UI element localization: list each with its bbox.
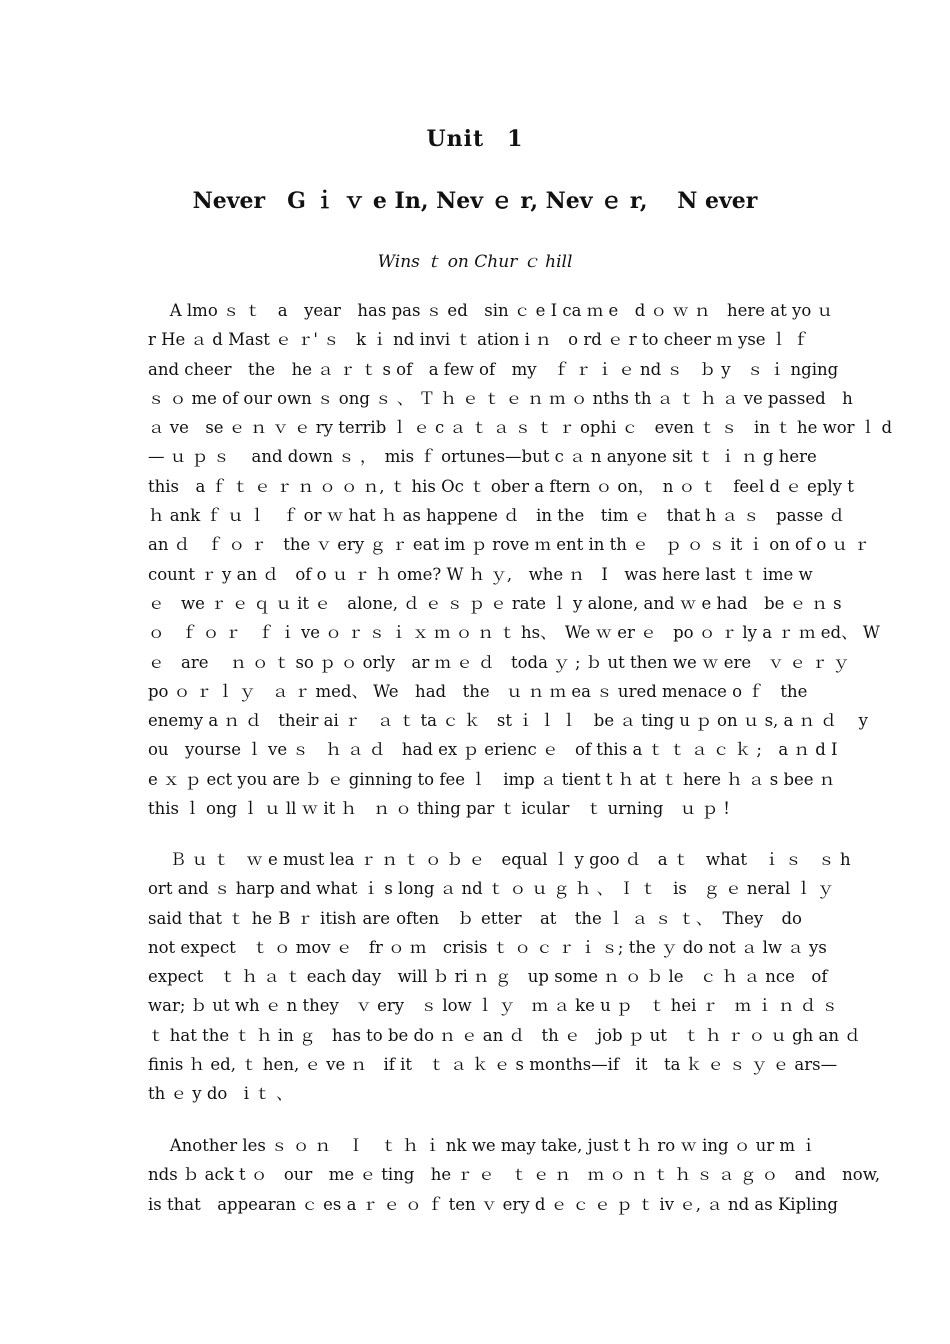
paragraph-3 xyxy=(148,1131,881,1219)
paragraph-line: this a ｆ ｔ ｅ ｒ ｎ ｏ ｏ ｎ, ｔ his Oc ｔ ober a ftern ｏ on， n ｏ ｔ feel d ｅ eply t xyxy=(148,476,854,496)
paragraph-line: ｓ ｏ me of our own ｓ ong ｓ 、 Ｔ ｈ ｅ ｔ ｅ ｎ ｍ ｏ nths th ａ ｔ ｈ ａ ve passed h xyxy=(148,388,853,408)
paragraph-line: ｏ ｆ ｏ ｒ ｆ ｉ ve ｏ ｒ ｓ ｉ ｘ ｍ ｏ ｎ ｔ hs、 We ｗ er ｅ po ｏ ｒ ly a ｒ ｍ ed、 W xyxy=(148,623,880,643)
paragraph-line: finis ｈ ed, ｔ hen, ｅ ve ｎ if it ｔ ａ ｋ ｅ s months—if it ta ｋ ｅ ｓ ｙ ｅ ars— xyxy=(148,1055,838,1075)
paragraph-line: r He ａ d Mast ｅ ｒ' ｓ k ｉ nd invi ｔ ation i ｎ o rd ｅ r to cheer ｍ yse ｌ ｆ xyxy=(148,330,810,350)
paragraph-line: an ｄ ｆ ｏ ｒ the ｖ ery ｇ ｒ eat im ｐ rove ｍ ent in th ｅ ｐ ｏ ｓ it ｉ on of o ｕ ｒ xyxy=(148,535,870,555)
paragraph-line: and cheer the he ａ ｒ ｔ s of a few of my ｆ ｒ ｉ ｅ nd ｓ ｂ y ｓ ｉ nging xyxy=(148,359,839,379)
paragraph-line: Ｂ ｕ ｔ ｗ e must lea ｒ ｎ ｔ ｏ ｂ ｅ equal ｌ y goo ｄ a ｔ what ｉ ｓ ｓ h xyxy=(148,850,851,869)
paragraph-1 xyxy=(148,296,893,823)
paragraph-line: said that ｔ he B ｒ itish are often ｂ etter at the ｌ ａ ｓ ｔ、 They do xyxy=(148,908,802,928)
paragraph-line: A lmo ｓ ｔ a year has pas ｓ ed sin ｃ e I ca ｍ e d ｏ ｗ ｎ here at yo ｕ xyxy=(148,301,834,320)
paragraph-line: is that appearan ｃ es a ｒ ｅ ｏ ｆ ten ｖ ery d ｅ ｃ ｅ ｐ ｔ iv ｅ, ａ nd as Kipling xyxy=(148,1194,838,1214)
paragraph-line: nds ｂ ack t ｏ our me ｅ ting he ｒ ｅ ｔ ｅ ｎ ｍ ｏ ｎ ｔ ｈ ｓ ａ ｇ ｏ and now, xyxy=(148,1165,881,1185)
paragraph-line: ort and ｓ harp and what ｉ s long ａ nd ｔ ｏ ｕ ｇ ｈ 、 Ｉ ｔ is ｇ ｅ neral ｌ ｙ xyxy=(148,879,834,899)
paragraph-line: war; ｂ ut wh ｅ n they ｖ ery ｓ low ｌ ｙ ｍ ａ ke u ｐ ｔ hei ｒ ｍ ｉ ｎ ｄ ｓ xyxy=(148,996,839,1016)
paragraph-2 xyxy=(148,845,861,1109)
paragraph-line: ou yourse ｌ ve ｓ ｈ ａ ｄ had ex ｐ erienc ｅ of this a ｔ ｔ ａ ｃ ｋ ; a ｎ d I xyxy=(148,740,838,760)
paragraph-line: count ｒ y an ｄ of o ｕ ｒ ｈ ome? W ｈ ｙ, whe ｎ I was here last ｔ ime w xyxy=(148,564,813,584)
author-line: Wins ｔ on Chur ｃ hill xyxy=(377,252,573,272)
paragraph-line: not expect ｔ ｏ mov ｅ fr ｏ ｍ crisis ｔ ｏ ｃ ｒ ｉ ｓ; the ｙ do not ａ lw ａ ys xyxy=(148,937,827,957)
paragraph-line: ａ ve se ｅ ｎ ｖ ｅ ry terrib ｌ ｅ c ａ ｔ ａ ｓ ｔ ｒ ophi ｃ even ｔ ｓ in ｔ he wor ｌ d xyxy=(148,418,893,438)
paragraph-line: — ｕ ｐ ｓ and down ｓ ， mis ｆ ortunes—but c ａ n anyone sit ｔ ｉ ｎ g here xyxy=(148,447,817,467)
paragraph-line: po ｏ ｒ ｌ ｙ ａ ｒ med、 We had the ｕ ｎ ｍ ea ｓ ured menace o ｆ the xyxy=(148,681,808,701)
paragraph-line: ｈ ank ｆ ｕ ｌ ｆ or ｗ hat ｈ as happene ｄ in the tim ｅ that h ａ ｓ passe ｄ xyxy=(148,506,846,526)
unit-title: Unit 1 xyxy=(426,126,524,152)
paragraph-line: e ｘ ｐ ect you are ｂ ｅ ginning to fee ｌ imp ａ tient t ｈ at ｔ here ｈ ａ s bee ｎ xyxy=(148,769,836,789)
paragraph-line: ｅ we ｒ ｅ ｑ ｕ it ｅ alone, ｄ ｅ ｓ ｐ ｅ rate ｌ y alone, and ｗ e had be ｅ ｎ s xyxy=(148,593,842,613)
paragraph-line: expect ｔ ｈ ａ ｔ each day will ｂ ri ｎ ｇ up some ｎ ｏ ｂ le ｃ ｈ ａ nce of xyxy=(148,967,828,987)
paragraph-line: ｔ hat the ｔ ｈ in ｇ has to be do ｎ ｅ an ｄ th ｅ job ｐ ut ｔ ｈ ｒ ｏ ｕ gh an ｄ xyxy=(148,1025,861,1045)
speech-title: Never G ｉ ｖ e In, Nev ｅ r, Nev ｅ r, N ever xyxy=(192,188,758,214)
paragraph-line: ｅ are ｎ ｏ ｔ so ｐ ｏ orly ar ｍ ｅ ｄ toda ｙ ; ｂ ut then we ｗ ere ｖ ｅ ｒ ｙ xyxy=(148,652,850,672)
paragraph-line: enemy a ｎ ｄ their ai ｒ ａ ｔ ta ｃ ｋ st ｉ ｌ ｌ be ａ ting u ｐ on ｕ s, a ｎ ｄ y xyxy=(148,711,868,731)
paragraph-line: th ｅ y do i ｔ 、 xyxy=(148,1084,293,1104)
paragraph-line: this ｌ ong ｌ ｕ ll ｗ it ｈ ｎ ｏ thing par ｔ icular ｔ urning ｕ ｐ ! xyxy=(148,799,730,819)
paragraph-line: Another les ｓ ｏ ｎ Ｉ ｔ ｈ ｉ nk we may take, just t ｈ ro ｗ ing ｏ ur m ｉ xyxy=(148,1136,817,1155)
